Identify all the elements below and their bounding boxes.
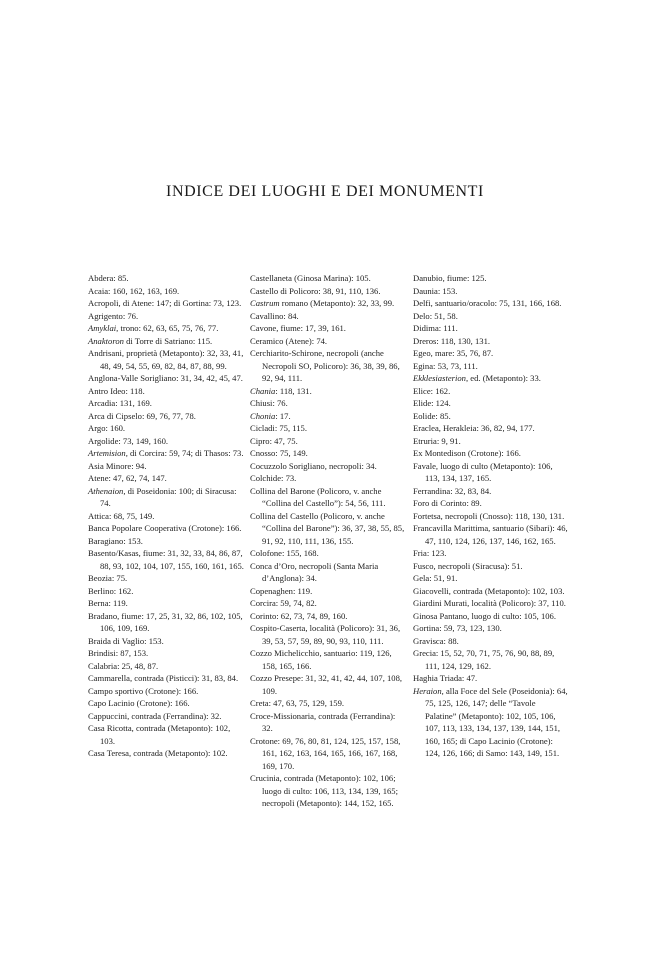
index-entry — [413, 272, 569, 285]
index-entry-text: Crucinia, contrada (Metaponto): 102, 106; luogo di culto: 106, 113, 134, 139, 165; necropoli (Metaponto): 144, 152, 165. — [250, 773, 398, 808]
index-entry — [413, 347, 569, 360]
index-entry-text: Cospito-Caserta, località (Policoro): 31, 36, 39, 53, 57, 59, 89, 90, 93, 110, 111. — [250, 623, 401, 646]
index-entry-text: Cipro: 47, 75. — [250, 435, 298, 446]
index-entry — [413, 547, 569, 560]
index-entry-text: Castello di Policoro: 38, 91, 110, 136. — [250, 285, 381, 296]
index-entry-text: Dreros: 118, 130, 131. — [413, 335, 491, 346]
index-entry-text: Casa Ricotta, contrada (Metaponto): 102, 103. — [88, 723, 231, 746]
index-entry-text: Acaia: 160, 162, 163, 169. — [88, 285, 180, 296]
index-entry-text: Creta: 47, 63, 75, 129, 159. — [250, 698, 345, 708]
index-entry-text: Foro di Corinto: 89. — [413, 498, 482, 508]
index-entry — [88, 547, 244, 572]
index-entry-text: Gortina: 59, 73, 123, 130. — [413, 623, 502, 633]
index-entry — [88, 472, 244, 485]
index-entry-text: Banca Popolare Cooperativa (Crotone): 166. — [88, 523, 242, 533]
index-entry-text: Conca d’Oro, necropoli (Santa Maria d’Anglona): 34. — [250, 560, 379, 583]
index-entry — [88, 410, 244, 423]
index-entry — [413, 322, 569, 335]
index-entry — [88, 660, 244, 673]
index-entry — [88, 597, 244, 610]
index-entry-text: Ceramico (Atene): 74. — [250, 335, 328, 346]
index-entry — [250, 710, 406, 735]
index-entry — [413, 560, 569, 573]
index-entry-text: Copenaghen: 119. — [250, 585, 313, 596]
index-entry — [250, 397, 406, 410]
index-entry-text: Campo sportivo (Crotone): 166. — [88, 685, 199, 696]
index-entry-term: Athenaion — [88, 485, 124, 496]
index-entry-text: Collina del Barone (Policoro, v. anche “Collina del Castello”): 54, 56, 111. — [250, 485, 386, 508]
index-entry-text: Etruria: 9, 91. — [413, 435, 461, 446]
index-entry-text: Agrigento: 76. — [88, 310, 139, 321]
index-entry — [413, 685, 569, 760]
index-entry — [413, 522, 569, 547]
index-entry-text: Giacovelli, contrada (Metaponto): 102, 103. — [413, 585, 565, 596]
index-entry — [413, 510, 569, 523]
index-entry — [250, 447, 406, 460]
index-entry-text: Casa Teresa, contrada (Metaponto): 102. — [88, 748, 228, 758]
index-entry-text: Cammarella, contrada (Pisticci): 31, 83, 84. — [88, 673, 239, 683]
index-entry-text: Acropoli, di Atene: 147; di Gortina: 73, 123. — [88, 298, 242, 308]
index-entry-term: Amyklai — [88, 323, 117, 333]
index-entry — [250, 772, 406, 810]
index-entry-term: Heraion — [413, 685, 442, 696]
index-entry — [88, 647, 244, 660]
index-entry — [250, 435, 406, 448]
index-entry — [413, 485, 569, 498]
index-entry — [88, 747, 244, 760]
index-entry-text: Castellaneta (Ginosa Marina): 105. — [250, 273, 371, 283]
index-entry — [413, 335, 569, 348]
index-entry-term: Castrum — [250, 298, 280, 308]
index-entry — [250, 622, 406, 647]
index-entry — [413, 297, 569, 310]
index-entry-text: Cavallino: 84. — [250, 310, 299, 321]
index-entry — [250, 310, 406, 323]
index-entry-text: Bradano, fiume: 17, 25, 31, 32, 86, 102, 105, 106, 109, 169. — [88, 610, 243, 633]
index-entry-text: Giardini Murati, località (Policoro): 37, 110. — [413, 598, 566, 608]
index-entry — [250, 510, 406, 548]
index-entry-text: : 17. — [275, 410, 291, 421]
index-entry-text: Baragiano: 153. — [88, 535, 143, 546]
index-entry-text: Ferrandina: 32, 83, 84. — [413, 485, 492, 496]
index-entry — [413, 410, 569, 423]
index-entry-text: Egina: 53, 73, 111. — [413, 360, 478, 371]
index-entry — [413, 360, 569, 373]
index-entry-text: Delfi, santuario/oracolo: 75, 131, 166, 168. — [413, 298, 562, 308]
index-entry-text: Argo: 160. — [88, 423, 126, 433]
index-entry-text: Braida di Vaglio: 153. — [88, 635, 164, 646]
index-entry — [250, 347, 406, 385]
index-entry — [413, 610, 569, 623]
index-entry-text: Arcadia: 131, 169. — [88, 398, 152, 408]
index-entry-text: Ginosa Pantano, luogo di culto: 105, 106. — [413, 610, 556, 621]
index-entry-text: , di Poseidonia: 100; di Siracusa: 74. — [100, 485, 237, 508]
index-entry-text: Andrisani, proprietà (Metaponto): 32, 33, 41, 48, 49, 54, 55, 69, 82, 84, 87, 88, 99. — [88, 348, 244, 371]
index-entry — [413, 397, 569, 410]
index-entry-text: Elide: 124. — [413, 398, 451, 408]
index-entry-text: Fortetsa, necropoli (Cnosso): 118, 130, 131. — [413, 510, 565, 521]
index-entry-text: Grecia: 15, 52, 70, 71, 75, 76, 90, 88, 89, 111, 124, 129, 162. — [413, 648, 555, 671]
index-entry — [88, 610, 244, 635]
index-entry-text: Colchide: 73. — [250, 473, 297, 483]
index-entry-text: Berna: 119. — [88, 598, 128, 608]
index-entry-term: Artemision — [88, 448, 126, 458]
page-title: INDICE DEI LUOGHI E DEI MONUMENTI — [166, 183, 484, 200]
index-entry — [88, 510, 244, 523]
index-entry-text: Cocuzzolo Sorigliano, necropoli: 34. — [250, 460, 377, 471]
index-entry — [88, 485, 244, 510]
index-entry — [88, 585, 244, 598]
index-entry — [413, 285, 569, 298]
index-entry — [250, 560, 406, 585]
index-entry-text: Fusco, necropoli (Siracusa): 51. — [413, 560, 523, 571]
index-entry-text: Fria: 123. — [413, 548, 447, 558]
index-entry — [88, 672, 244, 685]
index-entry — [88, 422, 244, 435]
index-entry — [413, 597, 569, 610]
index-entry-text: Attica: 68, 75, 149. — [88, 510, 155, 521]
index-column-1 — [88, 272, 244, 760]
index-entry-text: Cappuccini, contrada (Ferrandina): 32. — [88, 710, 222, 721]
index-entry — [413, 422, 569, 435]
index-entry-text: Abdera: 85. — [88, 273, 129, 283]
index-entry — [250, 472, 406, 485]
index-entry — [250, 410, 406, 423]
index-entry-text: Cozzo Michelicchio, santuario: 119, 126, 158, 165, 166. — [250, 648, 392, 671]
index-entry-text: Colofone: 155, 168. — [250, 548, 319, 558]
index-entry — [88, 572, 244, 585]
index-entry — [88, 285, 244, 298]
index-entry-term: Ekklesiasterion — [413, 373, 466, 383]
index-entry — [88, 322, 244, 335]
index-entry — [250, 335, 406, 348]
index-entry — [88, 710, 244, 723]
index-entry — [413, 622, 569, 635]
index-entry-text: Asia Minore: 94. — [88, 460, 147, 471]
index-entry-text: Gela: 51, 91. — [413, 573, 458, 583]
index-entry — [250, 585, 406, 598]
index-entry-text: , alla Foce del Sele (Poseidonia): 64, 75, 125, 126, 147; delle “Tavole Palatine” (Metaponto): 102, 105, 106, 107, 113, 133, 134, 137, 139, 144, 151, 160, 165; di Capo Lacinio (Crotone): 124, 126, 166; di Samo: 143, 149, 151. — [425, 685, 568, 758]
index-entry — [88, 372, 244, 385]
index-entry-text: Brindisi: 87, 153. — [88, 648, 149, 658]
index-entry — [413, 647, 569, 672]
index-column-3 — [413, 272, 569, 760]
index-entry-text: Capo Lacinio (Crotone): 166. — [88, 698, 190, 708]
index-entry-text: Eraclea, Herakleia: 36, 82, 94, 177. — [413, 423, 535, 433]
index-entry-text: Corcira: 59, 74, 82. — [250, 598, 317, 608]
index-entry-text: , trono: 62, 63, 65, 75, 76, 77. — [116, 323, 219, 333]
index-entry — [250, 735, 406, 773]
index-entry — [88, 310, 244, 323]
index-entry — [413, 385, 569, 398]
index-entry — [88, 697, 244, 710]
index-entry-text: di Torre di Satriano: 115. — [123, 335, 213, 346]
index-entry-text: Anglona-Valle Sorigliano: 31, 34, 42, 45, 47. — [88, 373, 243, 383]
index-entry — [88, 297, 244, 310]
index-entry-text: Chiusi: 76. — [250, 398, 288, 408]
index-entry-text: Egeo, mare: 35, 76, 87. — [413, 348, 494, 358]
index-entry — [413, 435, 569, 448]
index-entry-text: Beozia: 75. — [88, 573, 128, 583]
index-entry-text: Gravisca: 88. — [413, 635, 459, 646]
index-entry-term: Chania — [250, 385, 276, 396]
index-entry-text: Atene: 47, 62, 74, 147. — [88, 473, 167, 483]
index-entry — [413, 572, 569, 585]
index-entry-text: Delo: 51, 58. — [413, 310, 458, 321]
index-entry-text: Didima: 111. — [413, 323, 458, 333]
index-entry — [250, 547, 406, 560]
index-entry-text: Corinto: 62, 73, 74, 89, 160. — [250, 610, 348, 621]
index-entry — [88, 522, 244, 535]
index-entry — [250, 597, 406, 610]
index-entry — [88, 335, 244, 348]
index-entry-text: Calabria: 25, 48, 87. — [88, 660, 159, 671]
index-entry-text: Cavone, fiume: 17, 39, 161. — [250, 323, 346, 333]
index-entry — [88, 272, 244, 285]
index-entry-term: Chonia — [250, 410, 276, 421]
index-entry-text: Arca di Cipselo: 69, 76, 77, 78. — [88, 410, 196, 421]
index-entry-text: Daunia: 153. — [413, 285, 458, 296]
index-column-2 — [250, 272, 406, 810]
index-entry — [413, 585, 569, 598]
index-entry-text: Berlino: 162. — [88, 585, 134, 596]
index-entry — [250, 610, 406, 623]
index-entry-text: Crotone: 69, 76, 80, 81, 124, 125, 157, 158, 161, 162, 163, 164, 165, 166, 167, 168, 169, 170. — [250, 735, 401, 771]
index-entry — [413, 310, 569, 323]
index-entry-text: : 118, 131. — [275, 385, 312, 396]
index-entry — [88, 347, 244, 372]
index-entry — [88, 460, 244, 473]
index-columns — [0, 272, 650, 892]
index-entry — [250, 297, 406, 310]
index-entry — [88, 535, 244, 548]
index-entry — [250, 422, 406, 435]
index-entry — [250, 285, 406, 298]
index-entry-text: Cozzo Presepe: 31, 32, 41, 42, 44, 107, 108, 109. — [250, 673, 403, 696]
index-entry — [88, 685, 244, 698]
index-entry — [413, 372, 569, 385]
index-entry-text: Eolide: 85. — [413, 410, 451, 421]
index-entry — [250, 697, 406, 710]
index-entry — [88, 722, 244, 747]
index-entry — [250, 322, 406, 335]
index-entry — [88, 447, 244, 460]
index-entry-text: Collina del Castello (Policoro, v. anche “Collina del Barone”): 36, 37, 38, 55, 85, 91, 92, 110, 111, 136, 155. — [250, 510, 405, 546]
index-entry-text: Elice: 162. — [413, 385, 451, 396]
index-entry — [413, 635, 569, 648]
index-entry-text: Danubio, fiume: 125. — [413, 273, 487, 283]
index-entry-text: Favale, luogo di culto (Metaponto): 106, 113, 134, 137, 165. — [413, 460, 553, 483]
index-entry — [413, 672, 569, 685]
index-entry-text: Antro Ideo: 118. — [88, 385, 145, 396]
index-entry — [250, 460, 406, 473]
index-entry-text: Cerchiarito-Schirone, necropoli (anche Necropoli SO, Policoro): 36, 38, 39, 86, 92, 94, 111. — [250, 348, 400, 383]
index-entry — [88, 385, 244, 398]
index-entry-text: , ed. (Metaponto): 33. — [465, 373, 541, 383]
index-entry — [88, 397, 244, 410]
index-entry — [250, 385, 406, 398]
index-entry-term: Anaktoron — [88, 335, 124, 346]
index-entry-text: Croce-Missionaria, contrada (Ferrandina): 32. — [250, 710, 396, 733]
index-entry — [88, 435, 244, 448]
index-entry — [413, 447, 569, 460]
index-entry-text: Basento/Kasas, fiume: 31, 32, 33, 84, 86, 87, 88, 93, 102, 104, 107, 155, 160, 161, 165. — [88, 548, 244, 571]
index-entry-text: Francavilla Marittima, santuario (Sibari): 46, 47, 110, 124, 126, 137, 146, 162, 165. — [413, 523, 568, 546]
index-entry-text: , di Corcira: 59, 74; di Thasos: 73. — [125, 448, 244, 458]
index-entry-text: Cicladi: 75, 115. — [250, 423, 307, 433]
index-entry — [250, 272, 406, 285]
index-entry-text: Cnosso: 75, 149. — [250, 448, 308, 458]
index-entry — [250, 672, 406, 697]
index-entry-text: Haghia Triada: 47. — [413, 673, 478, 683]
index-entry-text: Argolide: 73, 149, 160. — [88, 435, 169, 446]
index-entry — [88, 635, 244, 648]
index-entry-text: romano (Metaponto): 32, 33, 99. — [279, 298, 395, 308]
index-entry — [250, 485, 406, 510]
index-entry — [413, 497, 569, 510]
index-entry — [250, 647, 406, 672]
index-entry — [413, 460, 569, 485]
index-entry-text: Ex Montedison (Crotone): 166. — [413, 448, 521, 458]
